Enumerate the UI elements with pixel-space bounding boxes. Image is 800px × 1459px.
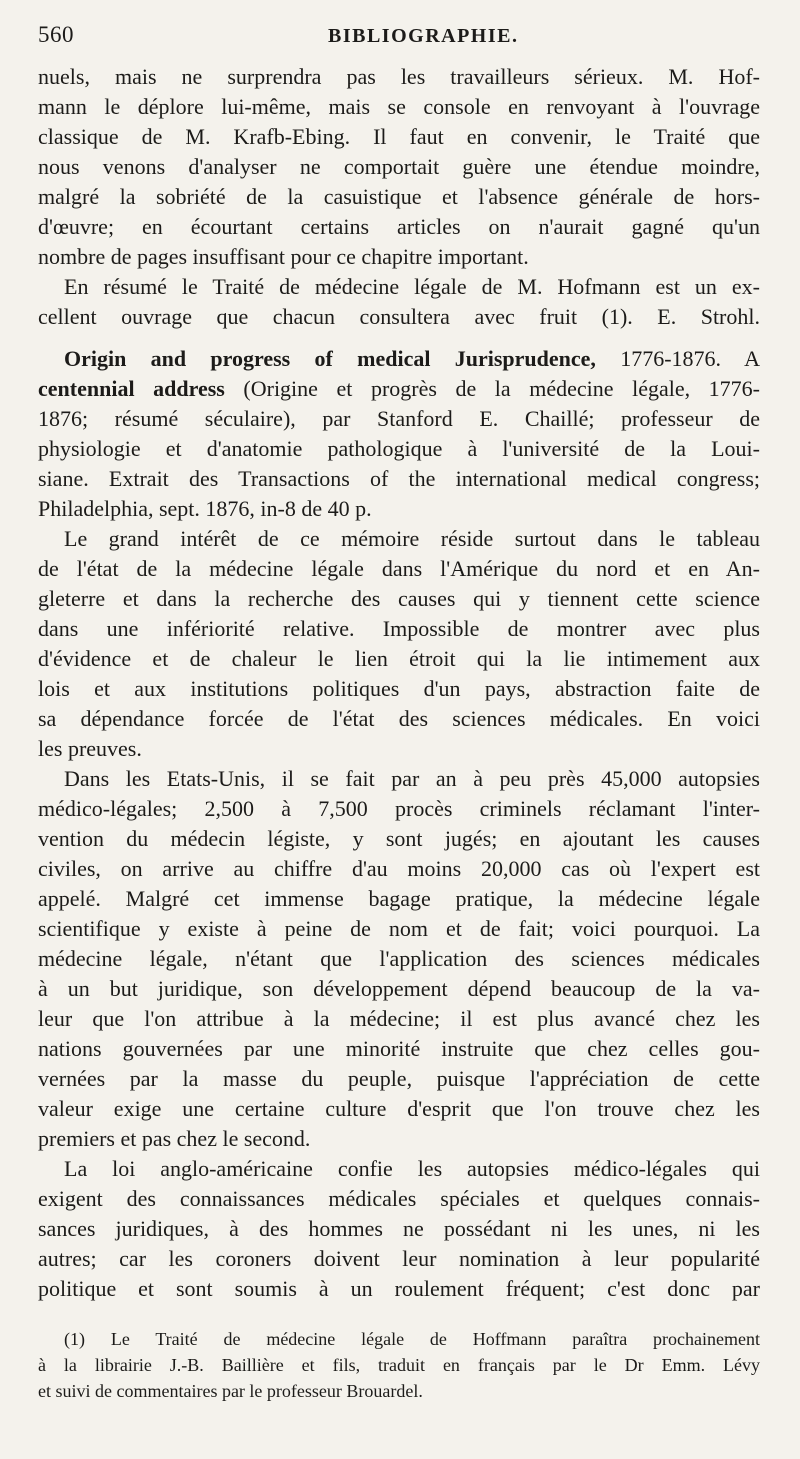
text-line: physiologie et d'anatomie pathologique à l'université de la Loui- [38,436,760,461]
text-line [38,374,760,404]
text-line: valeur exige une certaine culture d'esprit que l'on trouve chez les [38,1096,760,1121]
footnote-line: (1) Le Traité de médecine légale de Hoffmann paraîtra prochainement [64,1329,760,1349]
text-line: médecine légale, n'étant que l'application des sciences médicales [38,946,760,971]
text-line: En résumé le Traité de médecine légale de M. Hofmann est un ex- [64,274,760,299]
text-line: classique de M. Krafb-Ebing. Il faut en convenir, le Traité que [38,124,760,149]
text-line: siane. Extrait des Transactions of the international medical congress; [38,466,760,491]
text-line: les preuves. [38,736,142,761]
text-line: sa dépendance forcée de l'état des sciences médicales. En voici [38,706,760,731]
text-line: nombre de pages insuffisant pour ce chapitre important. [38,244,529,269]
text-line: de l'état de la médecine légale dans l'Amérique du nord et en An- [38,556,760,581]
review-title-rest: 1776-1876. A [595,346,760,371]
text-body [38,62,760,1304]
text-line: scientifique y existe à peine de nom et de fait; voici pourquoi. La [38,916,760,941]
text-line: nous venons d'analyser ne comportait guère une étendue moindre, [38,154,760,179]
paragraph-1 [38,62,760,272]
paragraph-5 [38,1154,760,1304]
paragraph-2 [38,272,760,332]
text-line: médico-légales; 2,500 à 7,500 procès criminels réclamant l'inter- [38,796,760,821]
paragraph-3 [38,524,760,764]
text-line: nuels, mais ne surprendra pas les travailleurs sérieux. M. Hof- [38,64,760,89]
text-line: lois et aux institutions politiques d'un pays, abstraction faite de [38,676,760,701]
text-line: mann le déplore lui-même, mais se console en renvoyant à l'ouvrage [38,94,760,119]
text-line: nations gouvernées par une minorité instruite que chez celles gou- [38,1036,760,1061]
text-line: d'évidence et de chaleur le lien étroit qui la lie intimement aux [38,646,760,671]
text-line: vention du médecin légiste, y sont jugés; en ajoutant les causes [38,826,760,851]
review-title-bold: centennial address [38,376,225,401]
text-line: autres; car les coroners doivent leur nomination à leur popularité [38,1246,760,1271]
text-line: sances juridiques, à des hommes ne possédant ni les unes, ni les [38,1216,760,1241]
text-line: Dans les Etats-Unis, il se fait par an à peu près 45,000 autopsies [64,766,760,791]
text-line: à un but juridique, son développement dépend beaucoup de la va- [38,976,760,1001]
running-title: BIBLIOGRAPHIE. [328,25,519,47]
text-line: cellent ouvrage que chacun consultera avec fruit (1). E. Strohl. [38,304,760,329]
footnote-line: et suivi de commentaires par le professeur Brouardel. [38,1381,423,1401]
text-line: leur que l'on attribue à la médecine; il est plus avancé chez les [38,1006,760,1031]
text-line: malgré la sobriété de la casuistique et l'absence générale de hors- [38,184,760,209]
text-line: La loi anglo-américaine confie les autopsies médico-légales qui [64,1156,760,1181]
paragraph-4 [38,764,760,1154]
text-line: Le grand intérêt de ce mémoire réside surtout dans le tableau [64,526,760,551]
review-title-bold: Origin and progress of medical Jurisprudence, [64,346,596,371]
text-line: gleterre et dans la recherche des causes qui y tiennent cette science [38,586,760,611]
text-line [38,344,760,374]
text-line: exigent des connaissances médicales spéciales et quelques connais- [38,1186,760,1211]
text-line: vernées par la masse du peuple, puisque l'appréciation de cette [38,1066,760,1091]
footnote-line: à la librairie J.-B. Baillière et fils, traduit en français par le Dr Emm. Lévy [38,1355,760,1375]
page-number: 560 [38,22,74,47]
text-line: civiles, on arrive au chiffre d'au moins 20,000 cas où l'expert est [38,856,760,881]
page-header [38,22,760,62]
text-line: appelé. Malgré cet immense bagage pratique, la médecine légale [38,886,760,911]
text-line: Philadelphia, sept. 1876, in-8 de 40 p. [38,496,372,521]
text-line: 1876; résumé séculaire), par Stanford E. Chaillé; professeur de [38,406,760,431]
text-line: d'œuvre; en écourtant certains articles on n'aurait gagné qu'un [38,214,760,239]
text-line: premiers et pas chez le second. [38,1126,311,1151]
text-line: politique et sont soumis à un roulement fréquent; c'est donc par [38,1276,760,1301]
review-heading [38,344,760,524]
review-title-rest: (Origine et progrès de la médecine légale, 1776- [224,376,760,401]
footnote [38,1326,760,1404]
text-line: dans une infériorité relative. Impossible de montrer avec plus [38,616,760,641]
